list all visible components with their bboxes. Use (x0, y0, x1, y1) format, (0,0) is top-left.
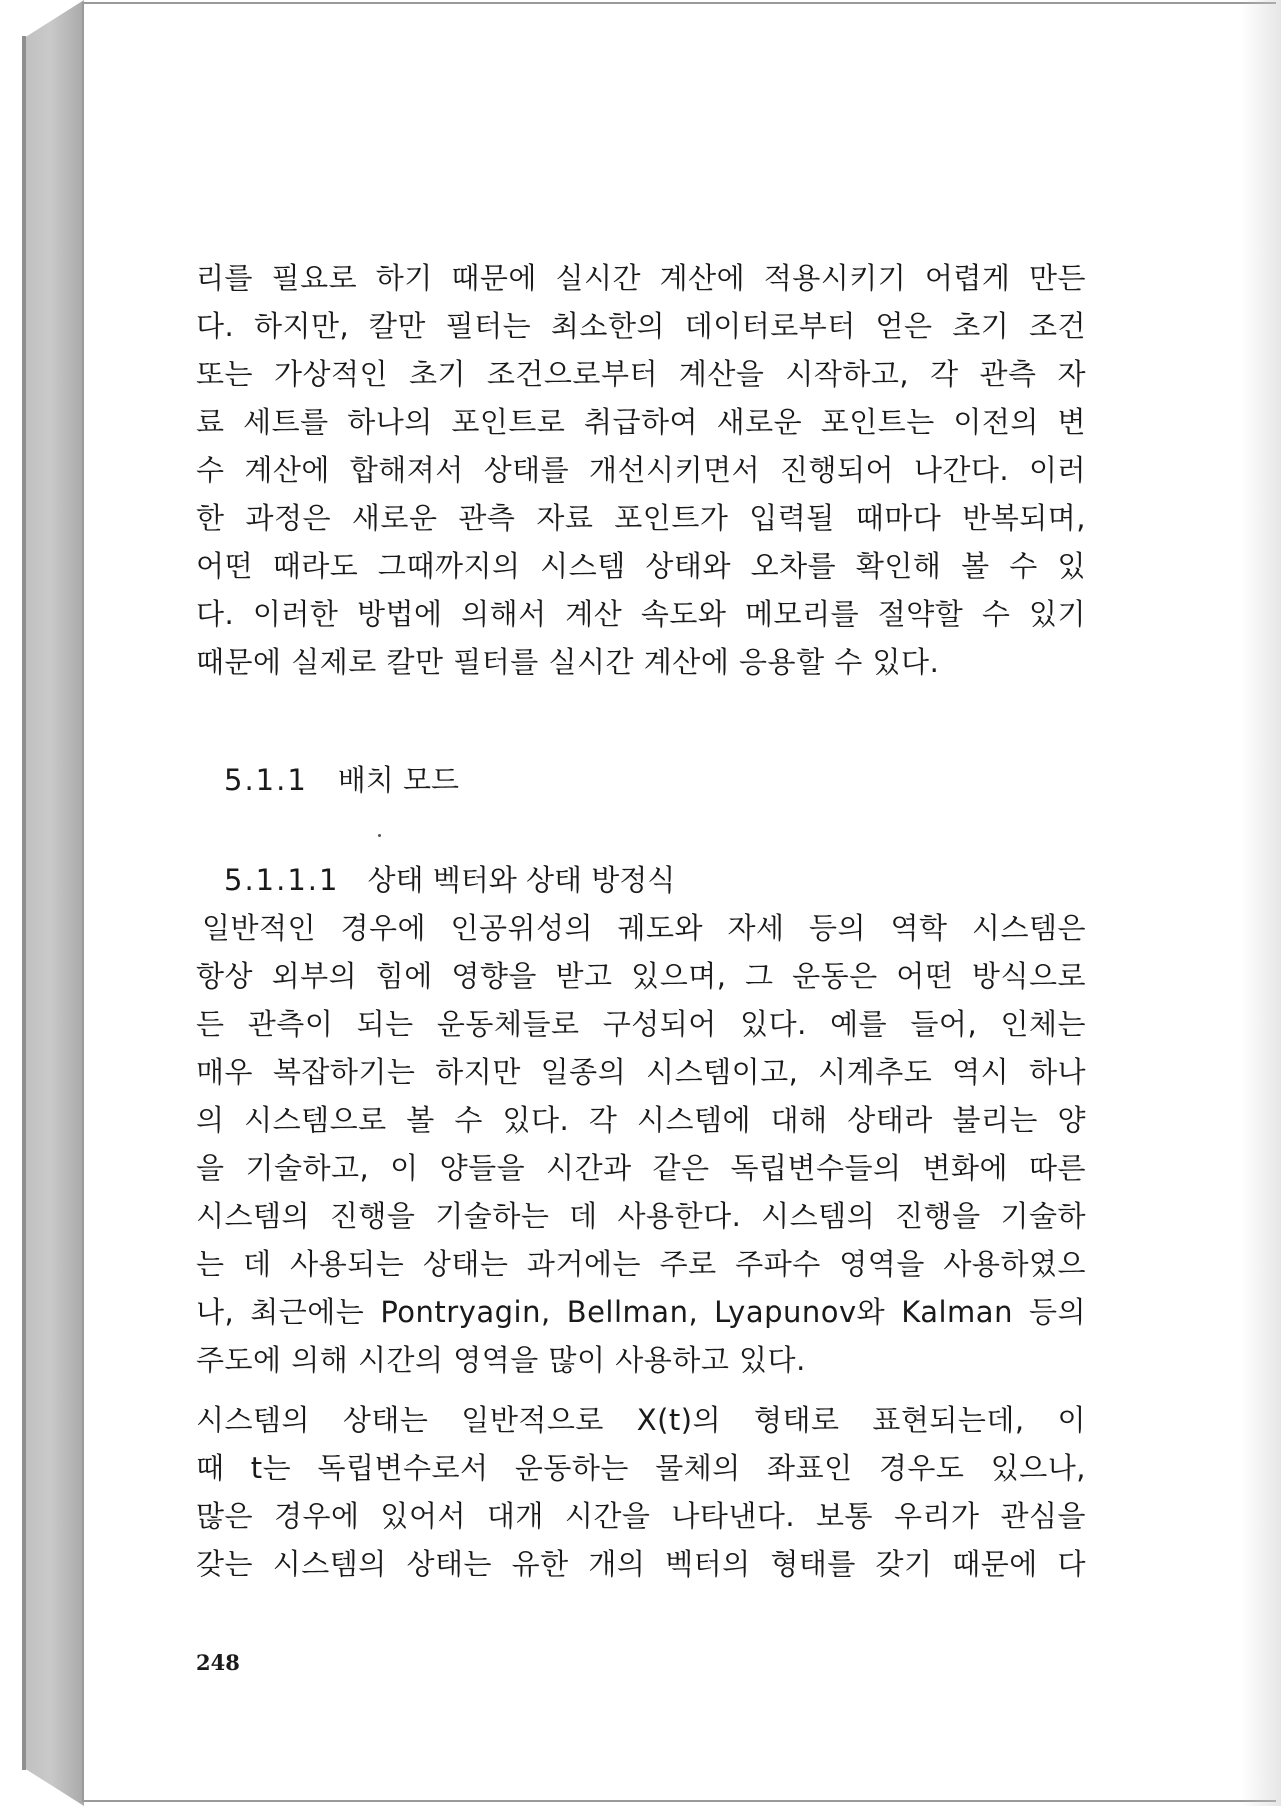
stray-dot (378, 834, 381, 837)
paragraph-line: 을 기술하고, 이 양들을 시간과 같은 독립변수들의 변화에 따른 (196, 1151, 1086, 1185)
paragraph-line: 든 관측이 되는 운동체들로 구성되어 있다. 예를 들어, 인체는 (196, 1007, 1086, 1041)
paragraph-line: 일반적인 경우에 인공위성의 궤도와 자세 등의 역학 시스템은 (202, 911, 1086, 945)
paragraph-line: 매우 복잡하기는 하지만 일종의 시스템이고, 시계추도 역시 하나 (196, 1055, 1086, 1089)
page-number: 248 (196, 1650, 240, 1675)
paragraph-line: 리를 필요로 하기 때문에 실시간 계산에 적용시키기 어렵게 만든 (196, 261, 1086, 295)
book-spine (0, 0, 84, 1806)
page-right-shadow (1241, 0, 1281, 1806)
paragraph-line: 갖는 시스템의 상태는 유한 개의 벡터의 형태를 갖기 때문에 다 (196, 1547, 1086, 1581)
paragraph-line: 또는 가상적인 초기 조건으로부터 계산을 시작하고, 각 관측 자 (196, 357, 1086, 391)
section-title: 배치 모드 (337, 763, 460, 797)
paragraph-3 (196, 1396, 1086, 1588)
paragraph-1 (196, 254, 1086, 686)
paragraph-line: 나, 최근에는 Pontryagin, Bellman, Lyapunov와 Kalman 등의 (196, 1295, 1086, 1329)
paragraph-line: 다. 하지만, 칼만 필터는 최소한의 데이터로부터 얻은 초기 조건 (196, 309, 1086, 343)
paragraph-line: 수 계산에 합해져서 상태를 개선시키면서 진행되어 나간다. 이러 (196, 453, 1086, 487)
paragraph-line: 한 과정은 새로운 관측 자료 포인트가 입력될 때마다 반복되며, (196, 501, 1086, 535)
section-number: 5.1.1 (224, 763, 308, 797)
paragraph-line: 다. 이러한 방법에 의해서 계산 속도와 메모리를 절약할 수 있기 (196, 597, 1086, 631)
subsection-number: 5.1.1.1 (224, 863, 340, 897)
paragraph-line: 많은 경우에 있어서 대개 시간을 나타낸다. 보통 우리가 관심을 (196, 1499, 1086, 1533)
paragraph-line: 시스템의 진행을 기술하는 데 사용한다. 시스템의 진행을 기술하 (196, 1199, 1086, 1233)
section-heading (224, 758, 459, 799)
paragraph-line: 는 데 사용되는 상태는 과거에는 주로 주파수 영역을 사용하였으 (196, 1247, 1086, 1281)
paragraph-line: 주도에 의해 시간의 영역을 많이 사용하고 있다. (196, 1343, 806, 1377)
subsection-heading (224, 858, 675, 899)
spine-edge-line (22, 36, 26, 1770)
paragraph-line: 항상 외부의 힘에 영향을 받고 있으며, 그 운동은 어떤 방식으로 (196, 959, 1086, 993)
paragraph-line: 때 t는 독립변수로서 운동하는 물체의 좌표인 경우도 있으나, (196, 1451, 1086, 1485)
paragraph-line: 어떤 때라도 그때까지의 시스템 상태와 오차를 확인해 볼 수 있 (196, 549, 1086, 583)
paragraph-line: 의 시스템으로 볼 수 있다. 각 시스템에 대해 상태라 불리는 양 (196, 1103, 1086, 1137)
paragraph-line: 료 세트를 하나의 포인트로 취급하여 새로운 포인트는 이전의 변 (196, 405, 1086, 439)
paragraph-line: 시스템의 상태는 일반적으로 X(t)의 형태로 표현되는데, 이 (196, 1403, 1086, 1437)
paragraph-line: 때문에 실제로 칼만 필터를 실시간 계산에 응용할 수 있다. (196, 645, 940, 679)
subsection-title: 상태 벡터와 상태 방정식 (367, 863, 676, 897)
paragraph-2 (196, 904, 1086, 1384)
